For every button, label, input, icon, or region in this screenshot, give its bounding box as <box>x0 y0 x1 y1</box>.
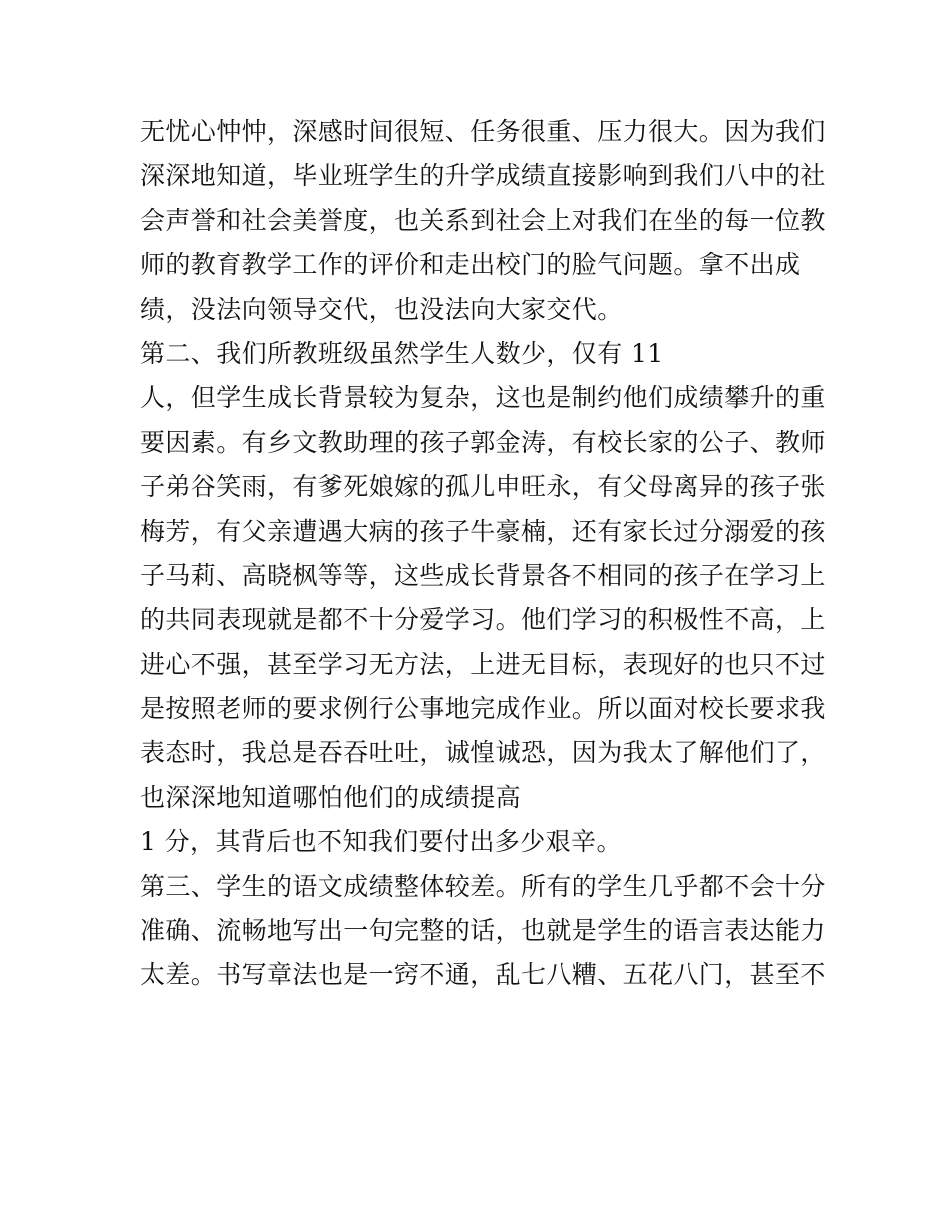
text-line: 会声誉和社会美誉度，也关系到社会上对我们在坐的每一位教 <box>140 205 826 235</box>
text-line: 无忧心忡忡，深感时间很短、任务很重、压力很大。因为我们 <box>140 117 826 146</box>
text-line: 梅芳，有父亲遭遇大病的孩子牛豪楠，还有家长过分溺爱的孩 <box>140 516 826 546</box>
text-line: 深深地知道，毕业班学生的升学成绩直接影响到我们八中的社 <box>140 161 826 191</box>
text-line: 子马莉、高晓枫等等，这些成长背景各不相同的孩子在学习上 <box>140 560 826 590</box>
text-line: 子弟谷笑雨，有爹死娘嫁的孤儿申旺永，有父母离异的孩子张 <box>140 472 826 502</box>
text-line: 准确、流畅地写出一句完整的话，也就是学生的语言表达能力 <box>140 916 826 946</box>
text-line: 师的教育教学工作的评价和走出校门的脸气问题。拿不出成 <box>140 250 801 280</box>
text-line: 太差。书写章法也是一窍不通，乱七八糟、五花八门，甚至不 <box>140 960 826 990</box>
text-line: 要因素。有乡文教助理的孩子郭金涛，有校长家的公子、教师 <box>140 427 826 457</box>
text-line: 第二、我们所教班级虽然学生人数少，仅有 11 <box>140 338 664 368</box>
text-line: 是按照老师的要求例行公事地完成作业。所以面对校长要求我 <box>140 694 826 724</box>
text-line: 表态时，我总是吞吞吐吐，诚惶诚恐，因为我太了解他们了， <box>140 738 826 768</box>
text-line: 进心不强，甚至学习无方法，上进无目标，表现好的也只不过 <box>140 649 826 679</box>
text-line: 人，但学生成长背景较为复杂，这也是制约他们成绩攀升的重 <box>140 383 826 413</box>
text-line: 绩，没法向领导交代，也没法向大家交代。 <box>140 294 623 324</box>
text-line: 第三、学生的语文成绩整体较差。所有的学生几乎都不会十分 <box>140 871 826 901</box>
body-text <box>140 110 840 998</box>
text-line: 的共同表现就是都不十分爱学习。他们学习的积极性不高，上 <box>140 605 826 635</box>
text-line: 1 分，其背后也不知我们要付出多少艰辛。 <box>140 827 622 857</box>
text-line: 也深深地知道哪怕他们的成绩提高 <box>140 782 522 812</box>
